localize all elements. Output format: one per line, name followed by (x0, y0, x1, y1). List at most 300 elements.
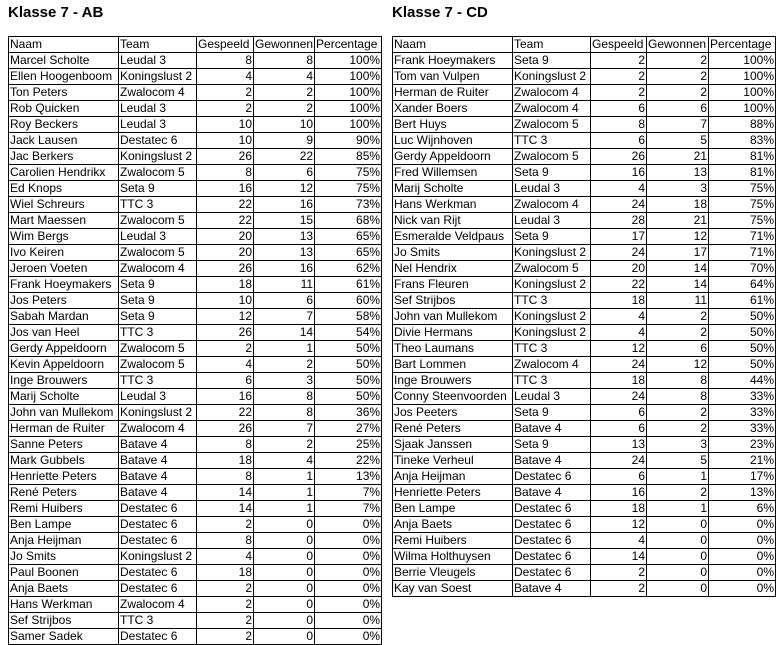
table-row (9, 229, 382, 245)
cell-gewonnen: 0 (647, 517, 709, 533)
cell-naam: Mark Gubbels (9, 453, 119, 469)
cell-percentage: 44% (709, 373, 776, 389)
cell-team: Zwalocom 4 (119, 421, 197, 437)
cell-team: Zwalocom 5 (119, 357, 197, 373)
cell-gewonnen: 1 (254, 501, 315, 517)
cell-team: Batave 4 (513, 421, 591, 437)
cell-naam: Inge Brouwers (9, 373, 119, 389)
cell-naam: Herman de Ruiter (9, 421, 119, 437)
cell-team: Seta 9 (513, 405, 591, 421)
cell-gewonnen: 14 (647, 261, 709, 277)
cell-percentage: 50% (709, 357, 776, 373)
cell-naam: Xander Boers (393, 101, 513, 117)
cell-naam: Tom van Vulpen (393, 69, 513, 85)
table-row (9, 101, 382, 117)
cell-team: Destatec 6 (513, 549, 591, 565)
cell-naam: Mart Maessen (9, 213, 119, 229)
table-row (393, 197, 776, 213)
cell-percentage: 0% (709, 565, 776, 581)
cell-team: Destatec 6 (119, 517, 197, 533)
cell-team: Zwalocom 4 (119, 261, 197, 277)
cell-gewonnen: 7 (647, 117, 709, 133)
cell-team: TTC 3 (513, 133, 591, 149)
cell-gespeeld: 10 (197, 293, 254, 309)
cell-gespeeld: 26 (197, 325, 254, 341)
cell-gespeeld: 20 (197, 229, 254, 245)
table-row (9, 421, 382, 437)
cell-gewonnen: 8 (647, 389, 709, 405)
cell-gewonnen: 2 (647, 309, 709, 325)
cell-gespeeld: 4 (591, 325, 647, 341)
cell-percentage: 22% (315, 453, 382, 469)
cell-percentage: 0% (315, 533, 382, 549)
cell-naam: Anja Heijman (393, 469, 513, 485)
table-row (9, 117, 382, 133)
cell-naam: Remi Huibers (393, 533, 513, 549)
header-row (9, 37, 382, 53)
cell-team: Koningslust 2 (513, 309, 591, 325)
cell-gewonnen: 21 (647, 213, 709, 229)
cell-gespeeld: 14 (197, 501, 254, 517)
cell-percentage: 68% (315, 213, 382, 229)
cell-gespeeld: 16 (591, 485, 647, 501)
cell-team: Destatec 6 (119, 629, 197, 645)
cell-naam: Jos Peeters (393, 405, 513, 421)
table-row (9, 325, 382, 341)
cell-gespeeld: 4 (591, 309, 647, 325)
table-row (393, 565, 776, 581)
cell-gewonnen: 6 (647, 101, 709, 117)
table-row (9, 165, 382, 181)
cell-gespeeld: 2 (197, 613, 254, 629)
cell-gespeeld: 12 (591, 341, 647, 357)
cell-gespeeld: 26 (197, 149, 254, 165)
cell-naam: Frans Fleuren (393, 277, 513, 293)
cell-gewonnen: 0 (254, 629, 315, 645)
table-row (9, 501, 382, 517)
cell-gewonnen: 16 (254, 197, 315, 213)
cell-gewonnen: 21 (647, 149, 709, 165)
cell-team: Koningslust 2 (513, 245, 591, 261)
cell-gewonnen: 12 (647, 229, 709, 245)
table-row (9, 485, 382, 501)
cell-percentage: 6% (709, 501, 776, 517)
cell-team: Zwalocom 4 (513, 101, 591, 117)
cell-percentage: 75% (315, 181, 382, 197)
table-row (9, 565, 382, 581)
cell-team: Batave 4 (119, 485, 197, 501)
cell-percentage: 100% (709, 69, 776, 85)
cell-gewonnen: 8 (254, 53, 315, 69)
cell-team: Leudal 3 (119, 229, 197, 245)
column-header-gewonnen: Gewonnen (255, 37, 314, 51)
cell-naam: Nick van Rijt (393, 213, 513, 229)
cell-team: Zwalocom 5 (119, 341, 197, 357)
table-row (393, 453, 776, 469)
cell-gewonnen: 2 (647, 325, 709, 341)
cell-percentage: 75% (709, 181, 776, 197)
table-row (9, 597, 382, 613)
column-header-team: Team (119, 37, 197, 53)
cell-naam: Hans Werkman (393, 197, 513, 213)
cell-gespeeld: 2 (197, 85, 254, 101)
table-row (393, 485, 776, 501)
cell-gespeeld: 16 (591, 165, 647, 181)
table-row (9, 293, 382, 309)
cell-naam: Wilma Holthuysen (393, 549, 513, 565)
cell-percentage: 75% (709, 213, 776, 229)
cell-team: Destatec 6 (119, 565, 197, 581)
cell-naam: Jos Peters (9, 293, 119, 309)
cell-percentage: 85% (315, 149, 382, 165)
cell-percentage: 75% (315, 165, 382, 181)
table-row (393, 229, 776, 245)
cell-gespeeld: 24 (591, 245, 647, 261)
cell-team: Destatec 6 (119, 581, 197, 597)
cell-team: Zwalocom 4 (119, 85, 197, 101)
cell-gespeeld: 8 (197, 469, 254, 485)
table-row (9, 277, 382, 293)
cell-gespeeld: 4 (591, 181, 647, 197)
cell-percentage: 33% (709, 421, 776, 437)
cell-percentage: 81% (709, 149, 776, 165)
cell-percentage: 58% (315, 309, 382, 325)
cell-naam: Jo Smits (9, 549, 119, 565)
cell-naam: John van Mullekom (393, 309, 513, 325)
cell-percentage: 100% (315, 85, 382, 101)
cell-percentage: 83% (709, 133, 776, 149)
cell-gewonnen: 3 (254, 373, 315, 389)
cell-naam: René Peters (393, 421, 513, 437)
cell-gewonnen: 2 (647, 421, 709, 437)
table-row (393, 325, 776, 341)
cell-percentage: 13% (315, 469, 382, 485)
column-header-percentage: Percentage (315, 37, 382, 53)
cell-gespeeld: 22 (197, 405, 254, 421)
cell-gewonnen: 1 (254, 341, 315, 357)
cell-gespeeld: 10 (197, 133, 254, 149)
cell-team: Destatec 6 (513, 501, 591, 517)
cell-team: TTC 3 (119, 373, 197, 389)
cell-team: Destatec 6 (513, 469, 591, 485)
cell-gespeeld: 6 (591, 405, 647, 421)
cell-gespeeld: 4 (197, 549, 254, 565)
cell-naam: Herman de Ruiter (393, 85, 513, 101)
cell-gewonnen: 0 (254, 517, 315, 533)
cell-gewonnen: 14 (254, 325, 315, 341)
cell-team: Zwalocom 5 (513, 261, 591, 277)
cell-gewonnen: 8 (647, 373, 709, 389)
cell-gespeeld: 18 (591, 293, 647, 309)
cell-gewonnen: 0 (254, 581, 315, 597)
cell-naam: Samer Sadek (9, 629, 119, 645)
cell-naam: Luc Wijnhoven (393, 133, 513, 149)
table-row (9, 549, 382, 565)
cell-gewonnen: 1 (647, 469, 709, 485)
cell-gewonnen: 14 (647, 277, 709, 293)
cell-naam: John van Mullekom (9, 405, 119, 421)
header-row (393, 37, 776, 53)
cell-percentage: 36% (315, 405, 382, 421)
cell-gespeeld: 4 (197, 357, 254, 373)
cell-naam: Rob Quicken (9, 101, 119, 117)
cell-naam: Marcel Scholte (9, 53, 119, 69)
table-row (9, 261, 382, 277)
cell-gespeeld: 2 (591, 53, 647, 69)
cell-gewonnen: 0 (254, 533, 315, 549)
table-row (393, 293, 776, 309)
cell-gewonnen: 0 (647, 533, 709, 549)
table-row (393, 69, 776, 85)
cell-gewonnen: 4 (254, 69, 315, 85)
cell-naam: Divie Hermans (393, 325, 513, 341)
cell-gespeeld: 18 (197, 453, 254, 469)
cell-percentage: 0% (315, 613, 382, 629)
table-row (9, 69, 382, 85)
cell-gewonnen: 12 (647, 357, 709, 373)
cell-gewonnen: 8 (254, 389, 315, 405)
cell-team: Zwalocom 5 (513, 117, 591, 133)
table-row (9, 85, 382, 101)
table-row (393, 53, 776, 69)
cell-naam: Esmeralde Veldpaus (393, 229, 513, 245)
table-row (9, 373, 382, 389)
cell-team: Zwalocom 5 (119, 165, 197, 181)
cell-percentage: 88% (709, 117, 776, 133)
cell-naam: Bert Huys (393, 117, 513, 133)
cell-team: Destatec 6 (119, 533, 197, 549)
cell-naam: Roy Beckers (9, 117, 119, 133)
cell-gespeeld: 24 (591, 357, 647, 373)
table-row (9, 533, 382, 549)
cell-team: Leudal 3 (513, 213, 591, 229)
cell-naam: Marij Scholte (9, 389, 119, 405)
cell-gewonnen: 6 (254, 165, 315, 181)
cell-gewonnen: 22 (254, 149, 315, 165)
cell-gewonnen: 1 (647, 501, 709, 517)
cell-naam: Anja Baets (9, 581, 119, 597)
cell-naam: Ed Knops (9, 181, 119, 197)
cell-gewonnen: 0 (647, 581, 709, 597)
cell-gespeeld: 20 (197, 245, 254, 261)
cell-percentage: 50% (315, 357, 382, 373)
cell-gewonnen: 13 (254, 245, 315, 261)
table-row (393, 133, 776, 149)
cell-naam: Ben Lampe (9, 517, 119, 533)
cell-gewonnen: 17 (647, 245, 709, 261)
cell-percentage: 27% (315, 421, 382, 437)
cell-team: Destatec 6 (119, 501, 197, 517)
cell-gespeeld: 22 (591, 277, 647, 293)
cell-gewonnen: 2 (647, 53, 709, 69)
cell-team: Zwalocom 4 (513, 197, 591, 213)
cell-naam: Theo Laumans (393, 341, 513, 357)
table-row (393, 149, 776, 165)
cell-gespeeld: 6 (591, 101, 647, 117)
cell-percentage: 7% (315, 485, 382, 501)
table-row (393, 389, 776, 405)
cell-gewonnen: 3 (647, 437, 709, 453)
table-row (9, 517, 382, 533)
cell-gewonnen: 0 (254, 613, 315, 629)
cell-team: Seta 9 (513, 229, 591, 245)
cell-naam: Remi Huibers (9, 501, 119, 517)
cell-naam: Jeroen Voeten (9, 261, 119, 277)
cell-gespeeld: 18 (591, 373, 647, 389)
cell-percentage: 0% (315, 597, 382, 613)
cell-team: Seta 9 (119, 309, 197, 325)
column-header-gewonnen: Gewonnen (647, 37, 709, 53)
cell-percentage: 75% (709, 197, 776, 213)
cell-percentage: 70% (709, 261, 776, 277)
cell-gespeeld: 24 (591, 197, 647, 213)
cell-gespeeld: 2 (197, 629, 254, 645)
table-row (393, 469, 776, 485)
cell-gespeeld: 2 (591, 581, 647, 597)
cell-team: TTC 3 (119, 325, 197, 341)
section-klasse-7-ab (8, 0, 382, 645)
cell-team: Koningslust 2 (119, 69, 197, 85)
cell-gewonnen: 3 (647, 181, 709, 197)
cell-team: Leudal 3 (119, 389, 197, 405)
cell-gespeeld: 18 (197, 277, 254, 293)
cell-team: Batave 4 (513, 485, 591, 501)
cell-gespeeld: 13 (591, 437, 647, 453)
cell-team: Koningslust 2 (119, 405, 197, 421)
cell-team: Leudal 3 (513, 181, 591, 197)
table-row (9, 469, 382, 485)
cell-gespeeld: 22 (197, 197, 254, 213)
cell-naam: Anja Baets (393, 517, 513, 533)
cell-percentage: 81% (709, 165, 776, 181)
cell-naam: Kay van Soest (393, 581, 513, 597)
cell-naam: René Peters (9, 485, 119, 501)
cell-gewonnen: 4 (254, 453, 315, 469)
cell-gewonnen: 2 (647, 69, 709, 85)
table-row (393, 165, 776, 181)
cell-gespeeld: 6 (197, 373, 254, 389)
table-row (9, 133, 382, 149)
cell-gewonnen: 1 (254, 469, 315, 485)
table-row (9, 53, 382, 69)
cell-naam: Henriette Peters (393, 485, 513, 501)
cell-percentage: 54% (315, 325, 382, 341)
cell-team: Leudal 3 (119, 117, 197, 133)
cell-percentage: 50% (709, 325, 776, 341)
cell-percentage: 0% (315, 517, 382, 533)
cell-gespeeld: 28 (591, 213, 647, 229)
cell-team: Zwalocom 5 (119, 213, 197, 229)
table-row (393, 341, 776, 357)
table-row (393, 261, 776, 277)
cell-naam: Gerdy Appeldoorn (9, 341, 119, 357)
cell-gespeeld: 12 (591, 517, 647, 533)
cell-gespeeld: 8 (591, 117, 647, 133)
table-row (9, 613, 382, 629)
cell-gespeeld: 6 (591, 421, 647, 437)
cell-gewonnen: 10 (254, 117, 315, 133)
cell-naam: Bart Lommen (393, 357, 513, 373)
cell-percentage: 60% (315, 293, 382, 309)
cell-team: Batave 4 (513, 453, 591, 469)
cell-percentage: 65% (315, 245, 382, 261)
cell-naam: Nel Hendrix (393, 261, 513, 277)
cell-naam: Sef Strijbos (9, 613, 119, 629)
cell-gespeeld: 8 (197, 53, 254, 69)
cell-gespeeld: 14 (197, 485, 254, 501)
cell-gespeeld: 16 (197, 389, 254, 405)
cell-team: Destatec 6 (513, 517, 591, 533)
cell-gewonnen: 6 (254, 293, 315, 309)
cell-percentage: 71% (709, 245, 776, 261)
cell-team: Seta 9 (119, 293, 197, 309)
cell-gespeeld: 18 (197, 565, 254, 581)
cell-gespeeld: 12 (197, 309, 254, 325)
cell-naam: Inge Brouwers (393, 373, 513, 389)
table-row (393, 421, 776, 437)
section-title: Klasse 7 - AB (8, 4, 104, 21)
cell-gewonnen: 2 (254, 101, 315, 117)
cell-team: Koningslust 2 (513, 277, 591, 293)
table-row (9, 389, 382, 405)
cell-percentage: 50% (709, 309, 776, 325)
cell-naam: Gerdy Appeldoorn (393, 149, 513, 165)
cell-naam: Sanne Peters (9, 437, 119, 453)
cell-naam: Ellen Hoogenboom (9, 69, 119, 85)
cell-gewonnen: 5 (647, 133, 709, 149)
column-header-team: Team (513, 37, 591, 53)
cell-gespeeld: 8 (197, 437, 254, 453)
cell-gespeeld: 17 (591, 229, 647, 245)
cell-percentage: 50% (709, 341, 776, 357)
table-row (393, 213, 776, 229)
cell-naam: Ivo Keiren (9, 245, 119, 261)
table-row (393, 517, 776, 533)
cell-team: Zwalocom 4 (513, 357, 591, 373)
cell-naam: Conny Steenvoorden (393, 389, 513, 405)
cell-team: Zwalocom 5 (119, 245, 197, 261)
table-row (393, 357, 776, 373)
cell-gewonnen: 2 (647, 405, 709, 421)
cell-percentage: 61% (709, 293, 776, 309)
cell-percentage: 0% (315, 581, 382, 597)
cell-gewonnen: 0 (647, 565, 709, 581)
table-row (393, 549, 776, 565)
table-row (393, 117, 776, 133)
cell-percentage: 100% (315, 117, 382, 133)
cell-gewonnen: 12 (254, 181, 315, 197)
cell-gewonnen: 15 (254, 213, 315, 229)
cell-gespeeld: 24 (591, 453, 647, 469)
cell-percentage: 0% (709, 549, 776, 565)
table-row (393, 533, 776, 549)
cell-gewonnen: 16 (254, 261, 315, 277)
table-row (393, 181, 776, 197)
cell-team: Batave 4 (119, 437, 197, 453)
cell-team: TTC 3 (513, 293, 591, 309)
cell-naam: Marij Scholte (393, 181, 513, 197)
cell-team: Koningslust 2 (513, 325, 591, 341)
cell-percentage: 21% (709, 453, 776, 469)
table-row (9, 453, 382, 469)
cell-team: Zwalocom 4 (119, 597, 197, 613)
cell-team: Koningslust 2 (513, 69, 591, 85)
cell-percentage: 100% (709, 53, 776, 69)
table-row (393, 581, 776, 597)
cell-team: Leudal 3 (513, 389, 591, 405)
table-row (9, 629, 382, 645)
cell-team: Seta 9 (513, 165, 591, 181)
